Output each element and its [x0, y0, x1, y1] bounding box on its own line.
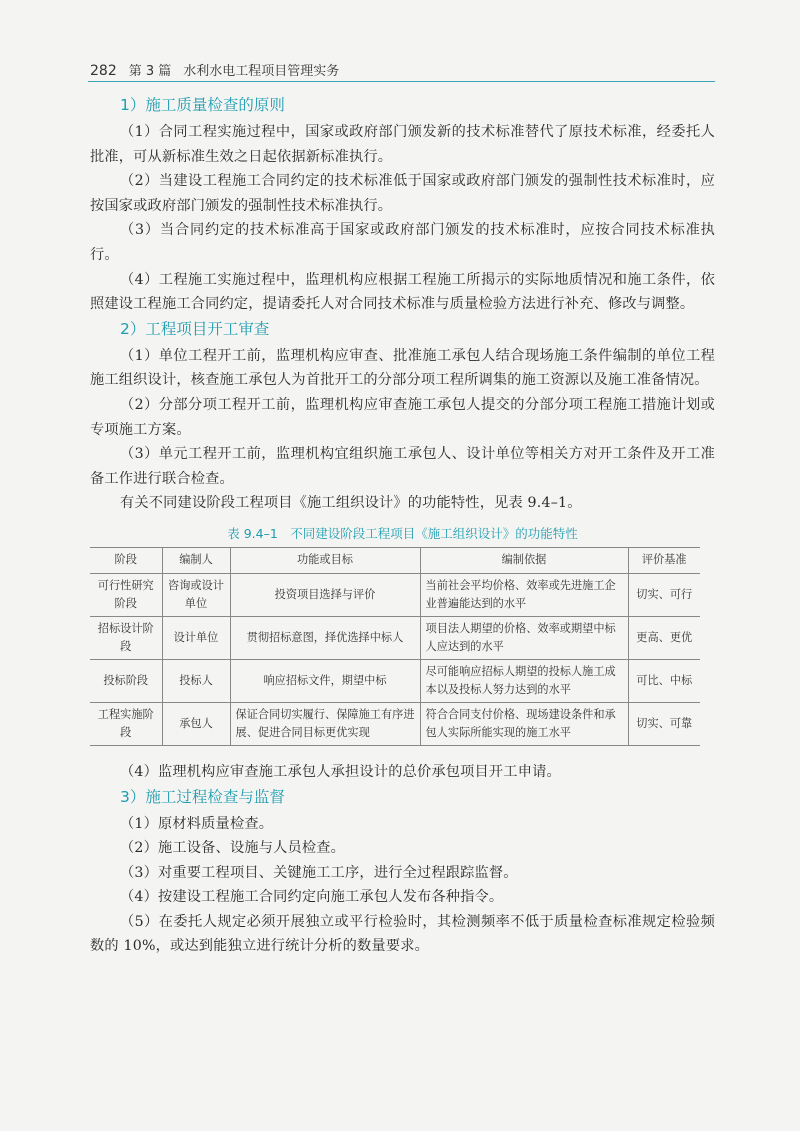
table-cell: 当前社会平均价格、效率或先进施工企业普遍能达到的水平	[420, 573, 628, 616]
paragraph: （4）监理机构应审查施工承包人承担设计的总价承包项目开工申请。	[120, 763, 561, 780]
table-cell: 更高、更优	[628, 616, 700, 659]
paragraph: （3）当合同约定的技术标准高于国家或政府部门颁发的技术标准时，应按合同技术标准执行。	[90, 222, 715, 263]
function-table	[90, 547, 700, 746]
table-cell: 切实、可行	[628, 573, 700, 616]
table-cell: 可比、中标	[628, 659, 700, 702]
section-heading: 2）工程项目开工审查	[120, 319, 270, 338]
column-header: 功能或目标	[230, 547, 420, 573]
table-caption: 表 9.4–1 不同建设阶段工程项目《施工组织设计》的功能特性	[227, 525, 578, 541]
table-cell: 可行性研究阶段	[90, 573, 162, 616]
page-body	[90, 93, 715, 959]
table-cell: 设计单位	[162, 616, 230, 659]
table-header-row	[90, 547, 700, 573]
table-cell: 工程实施阶段	[90, 702, 162, 745]
column-header: 编制依据	[420, 547, 628, 573]
page-number: 282	[90, 63, 117, 79]
paragraph: （4）按建设工程施工合同约定向施工承包人发布各种指令。	[120, 889, 504, 906]
paragraph: （5）在委托人规定必须开展独立或平行检验时，其检测频率不低于质量检查标准规定检验频数的 10%，或达到能独立进行统计分析的数量要求。	[90, 913, 715, 955]
table-row	[90, 659, 700, 702]
table-cell: 切实、可靠	[628, 702, 700, 745]
paragraph: （2）当建设工程施工合同约定的技术标准低于国家或政府部门颁发的强制性技术标准时，应按国家或政府部门颁发的强制性技术标准执行。	[90, 173, 715, 214]
header-rule	[88, 81, 715, 82]
column-header: 评价基准	[628, 547, 700, 573]
table-cell: 保证合同切实履行、保障施工有序进展、促进合同目标更优实现	[230, 702, 420, 745]
section-heading: 1）施工质量检查的原则	[120, 96, 285, 114]
table-row	[90, 573, 700, 616]
paragraph: （4）工程施工实施过程中，监理机构应根据工程施工所揭示的实际地质情况和施工条件，依照建设工程施工合同约定，提请委托人对合同技术标准与质量检验方法进行补充、修改与调整。	[90, 271, 715, 313]
table-cell: 投标阶段	[90, 659, 162, 702]
paragraph: （3）对重要工程项目、关键施工工序，进行全过程跟踪监督。	[120, 864, 518, 881]
table-cell: 承包人	[162, 702, 230, 745]
table-cell: 投资项目选择与评价	[230, 573, 420, 616]
table-cell: 投标人	[162, 659, 230, 702]
table-cell: 尽可能响应招标人期望的投标人施工成本以及投标人努力达到的水平	[420, 659, 628, 702]
paragraph: （3）单元工程开工前，监理机构宜组织施工承包人、设计单位等相关方对开工条件及开工准备工作进行联合检查。	[90, 446, 715, 487]
table-cell: 项目法人期望的价格、效率或期望中标人应达到的水平	[420, 616, 628, 659]
paragraph: （2）分部分项工程开工前，监理机构应审查施工承包人提交的分部分项工程施工措施计划或专项施工方案。	[90, 396, 715, 438]
paragraph: （1）单位工程开工前，监理机构应审查、批准施工承包人结合现场施工条件编制的单位工程施工组织设计，核查施工承包人为首批开工的分部分项工程所调集的施工资源以及施工准备情况。	[90, 347, 715, 389]
section-heading: 3）施工过程检查与监督	[120, 787, 285, 806]
table-cell: 符合合同支付价格、现场建设条件和承包人实际所能实现的施工水平	[420, 702, 628, 745]
table-cell: 咨询或设计单位	[162, 573, 230, 616]
part-label: 第 3 篇	[128, 64, 172, 79]
column-header: 编制人	[162, 547, 230, 573]
column-header: 阶段	[90, 547, 162, 573]
paragraph: 有关不同建设阶段工程项目《施工组织设计》的功能特性，见表 9.4–1。	[120, 495, 582, 512]
table-cell: 招标设计阶段	[90, 616, 162, 659]
paragraph: （1）原材料质量检查。	[120, 815, 274, 832]
paragraph: （1）合同工程实施过程中，国家或政府部门颁发新的技术标准替代了原技术标准，经委托人批准，可从新标准生效之日起依据新标准执行。	[90, 124, 715, 165]
running-header	[90, 60, 715, 79]
book-title: 水利水电工程项目管理实务	[183, 64, 340, 79]
paragraph: （2）施工设备、设施与人员检查。	[120, 840, 346, 857]
table-row	[90, 702, 700, 745]
table-cell: 响应招标文件，期望中标	[230, 659, 420, 702]
table-row	[90, 616, 700, 659]
table-cell: 贯彻招标意图，择优选择中标人	[230, 616, 420, 659]
